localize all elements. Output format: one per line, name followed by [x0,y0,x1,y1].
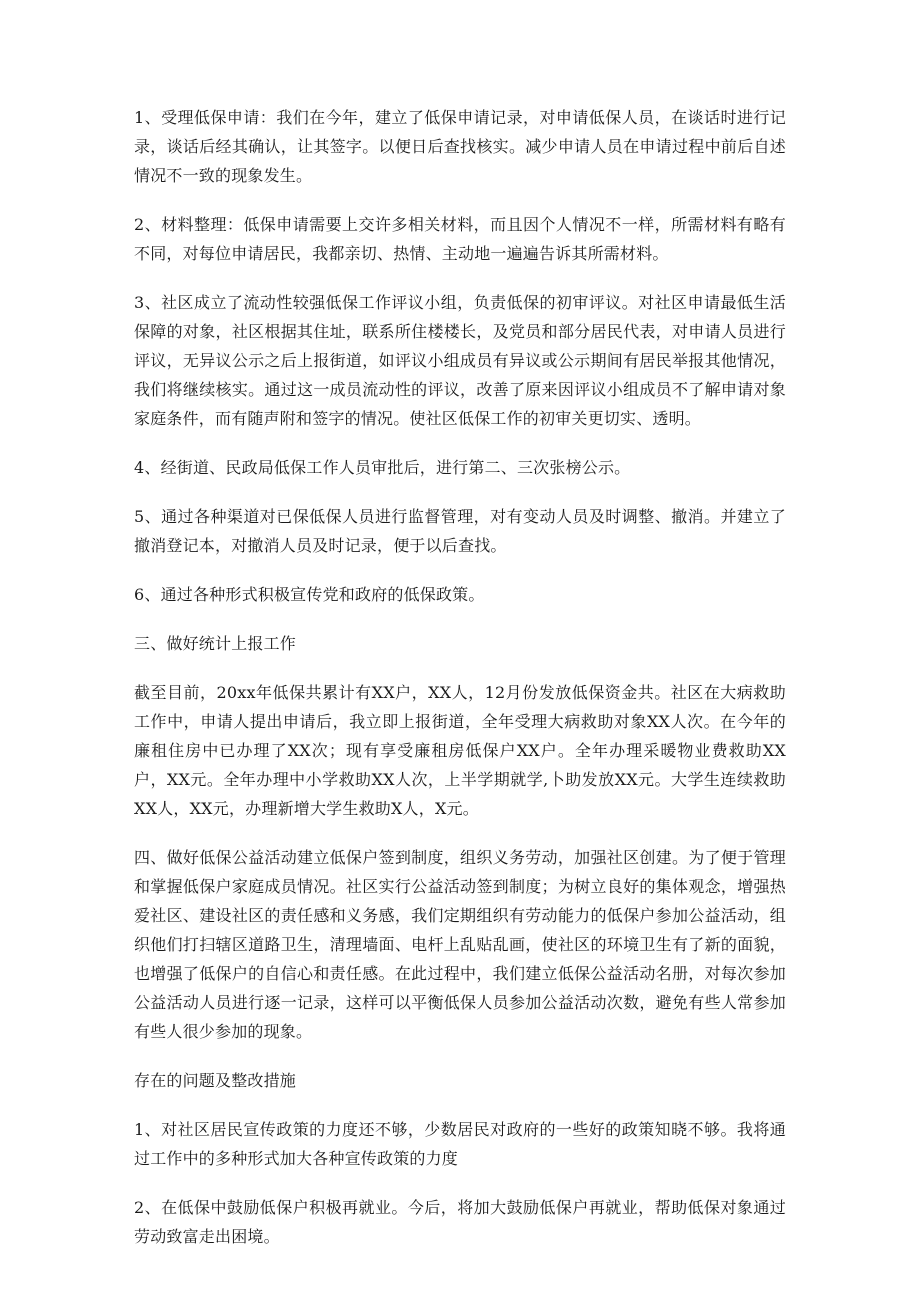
paragraph-item-2: 2、材料整理：低保申请需要上交许多相关材料，而且因个人情况不一样，所需材料有略有不同，对每位申请居民，我都亲切、热情、主动地一遍遍告诉其所需材料。 [134,215,786,263]
section-heading-problems: 存在的问题及整改措施 [134,1071,297,1090]
document-body [134,103,786,1271]
paragraph-item-4: 4、经街道、民政局低保工作人员审批后，进行第二、三次张榜公示。 [134,458,631,477]
paragraph-item-3: 3、社区成立了流动性较强低保工作评议小组，负责低保的初审评议。对社区申请最低生活保障的对象，社区根据其住址，联系所住楼楼长，及党员和部分居民代表，对申请人员进行评议，无异议公示之后上报街道，如评议小组成员有异议或公示期间有居民举报其他情况，我们将继续核实。通过这一成员流动性的评议，改善了原来因评议小组成员不了解申请对象家庭条件，而有随声附和签字的情况。使社区低保工作的初审关更切实、透明。 [134,293,786,428]
paragraph-item-5: 5、通过各种渠道对已保低保人员进行监督管理，对有变动人员及时调整、撤消。并建立了撤消登记本，对撤消人员及时记录，便于以后查找。 [134,507,786,555]
paragraph-item-6: 6、通过各种形式积极宣传党和政府的低保政策。 [134,585,485,604]
problem-item-2: 2、在低保中鼓励低保户积极再就业。今后，将加大鼓励低保户再就业，帮助低保对象通过劳动致富走出困境。 [134,1198,786,1246]
paragraph-item-1: 1、受理低保申请：我们在今年，建立了低保申请记录，对申请低保人员，在谈话时进行记录，谈话后经其确认，让其签字。以便日后查找核实。减少申请人员在申请过程中前后自述情况不一致的现象发生。 [134,108,786,185]
public-welfare-paragraph: 四、做好低保公益活动建立低保户签到制度，组织义务劳动，加强社区创建。为了便于管理和掌握低保户家庭成员情况。社区实行公益活动签到制度；为树立良好的集体观念，增强热爱社区、建设社区的责任感和义务感，我们定期组织有劳动能力的低保户参加公益活动，组织他们打扫辖区道路卫生，清理墙面、电杆上乱贴乱画，使社区的环境卫生有了新的面貌，也增强了低保户的自信心和责任感。在此过程中，我们建立低保公益活动名册，对每次参加公益活动人员进行逐一记录，这样可以平衡低保人员参加公益活动次数，避免有些人常参加有些人很少参加的现象。 [134,848,786,1041]
problem-item-1: 1、对社区居民宣传政策的力度还不够，少数居民对政府的一些好的政策知晓不够。我将通过工作中的多种形式加大各种宣传政策的力度 [134,1120,786,1168]
section-heading-statistics: 三、做好统计上报工作 [134,634,297,653]
statistics-paragraph: 截至目前，20xx年低保共累计有XX户，XX人，12月份发放低保资金共。社区在大病救助工作中，申请人提出申请后，我立即上报街道，全年受理大病救助对象XX人次。在今年的廉租住房中已办理了XX次；现有享受廉租房低保户XX户。全年办理采暖物业费救助XX户，XX元。全年办理中小学救助XX人次，上半学期就学,卜助发放XX元。大学生连续救助XX人，XX元，办理新增大学生救助X人，X元。 [134,683,786,818]
